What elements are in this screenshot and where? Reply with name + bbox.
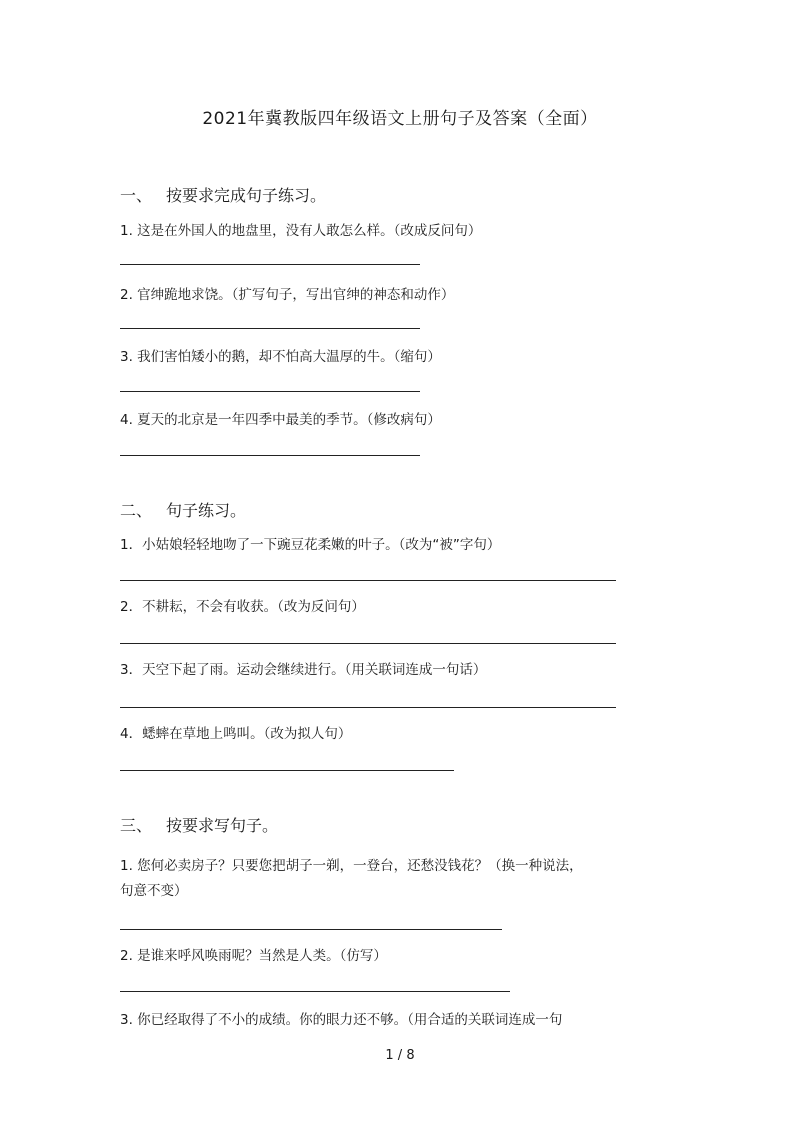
section-title: 句子练习。 <box>166 501 247 520</box>
section-number: 一、 <box>120 186 153 205</box>
document-title: 2021年冀教版四年级语文上册句子及答案（全面） <box>202 109 598 129</box>
page-number: 1 / 8 <box>385 1048 415 1063</box>
section-heading-1 <box>120 183 326 206</box>
answer-line <box>120 929 502 930</box>
section-heading-2 <box>120 498 246 521</box>
answer-line <box>120 580 616 581</box>
section-title: 按要求完成句子练习。 <box>166 186 327 205</box>
section-number: 二、 <box>120 501 153 520</box>
question-text: 句意不变） <box>120 883 188 899</box>
answer-line <box>120 264 420 265</box>
question-text: 1. 这是在外国人的地盘里，没有人敢怎么样。（改成反问句） <box>120 223 482 239</box>
section-heading-3 <box>120 813 278 836</box>
section-title: 按要求写句子。 <box>166 816 279 835</box>
question-text: 1. 您何必卖房子？只要您把胡子一剃，一登台，还愁没钱花？（换一种说法， <box>120 858 583 874</box>
section-number: 三、 <box>120 816 153 835</box>
question-text: 3．天空下起了雨。运动会继续进行。（用关联词连成一句话） <box>120 662 487 678</box>
answer-line <box>120 991 510 992</box>
answer-line <box>120 770 454 771</box>
question-text: 2. 是谁来呼风唤雨呢？当然是人类。（仿写） <box>120 948 387 964</box>
question-text: 1．小姑娘轻轻地吻了一下豌豆花柔嫩的叶子。（改为“被”字句） <box>120 537 501 553</box>
question-text: 3. 我们害怕矮小的鹅，却不怕高大温厚的牛。（缩句） <box>120 349 441 365</box>
question-text: 3. 你已经取得了不小的成绩。你的眼力还不够。（用合适的关联词连成一句 <box>120 1012 563 1028</box>
question-text: 4．蟋蟀在草地上鸣叫。（改为拟人句） <box>120 726 352 742</box>
question-text: 4. 夏天的北京是一年四季中最美的季节。（修改病句） <box>120 412 441 428</box>
question-text: 2. 官绅跪地求饶。（扩写句子，写出官绅的神态和动作） <box>120 287 455 303</box>
answer-line <box>120 455 420 456</box>
answer-line <box>120 707 616 708</box>
answer-line <box>120 391 420 392</box>
answer-line <box>120 643 616 644</box>
question-text: 2．不耕耘，不会有收获。（改为反问句） <box>120 599 365 615</box>
answer-line <box>120 328 420 329</box>
